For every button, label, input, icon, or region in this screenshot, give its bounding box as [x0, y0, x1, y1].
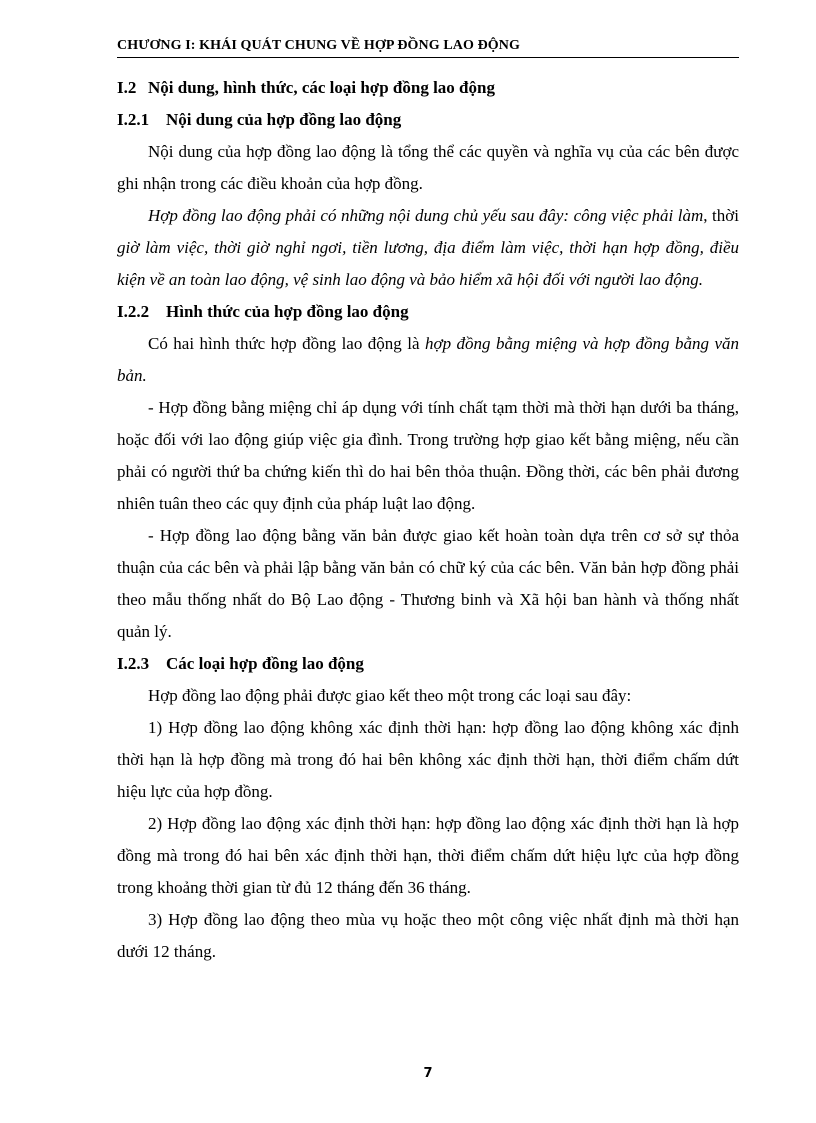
section-heading-i22: [117, 296, 739, 328]
section-heading-i21: [117, 104, 739, 136]
paragraph: Nội dung của hợp đồng lao động là tổng thể các quyền và nghĩa vụ của các bên được ghi nhận trong các điều khoản của hợp đồng.: [117, 142, 739, 193]
paragraph: - Hợp đồng bằng miệng chỉ áp dụng với tính chất tạm thời mà thời hạn dưới ba tháng, hoặc đối với lao động giúp việc gia đình. Trong trường hợp giao kết bằng miệng, nếu cần phải có người thứ ba chứng kiến thì do hai bên thỏa thuận. Đồng thời, các bên phải đương nhiên tuân theo các quy định của pháp luật lao động.: [117, 398, 739, 513]
section-heading-i23: [117, 648, 739, 680]
section-number: I.2.1: [117, 110, 150, 129]
paragraph: - Hợp đồng lao động bằng văn bản được giao kết hoàn toàn dựa trên cơ sở sự thỏa thuận của các bên và phải lập bằng văn bản có chữ ký của các bên. Văn bản hợp đồng phải theo mẫu thống nhất do Bộ Lao động - Thương binh và Xã hội ban hành và thống nhất quản lý.: [117, 526, 739, 641]
section-number: I.2: [117, 78, 137, 97]
paragraph: Hợp đồng lao động phải được giao kết theo một trong các loại sau đây:: [148, 686, 632, 705]
list-item: 1) Hợp đồng lao động không xác định thời hạn: hợp đồng lao động không xác định thời hạn là hợp đồng mà trong đó hai bên không xác định thời hạn, thời điểm chấm dứt hiệu lực của hợp đồng.: [117, 718, 739, 801]
plain-text: Có hai hình thức hợp đồng lao động là: [148, 334, 426, 353]
section-title: Các loại hợp đồng lao động: [166, 654, 364, 673]
section-title: Nội dung, hình thức, các loại hợp đồng lao động: [148, 78, 495, 97]
list-item: 2) Hợp đồng lao động xác định thời hạn: hợp đồng lao động xác định thời hạn là hợp đồng mà trong đó hai bên xác định thời hạn, thời điểm chấm dứt hiệu lực của hợp đồng trong khoảng thời gian từ đủ 12 tháng đến 36 tháng.: [117, 814, 739, 897]
paragraph: [117, 328, 739, 392]
italic-text: hợp đồng bằng miệng và hợp đồng bằng văn bản.: [117, 334, 739, 385]
page-content: [117, 72, 739, 968]
italic-text: giờ làm việc, thời giờ nghỉ ngơi, tiền lương, địa điểm làm việc, thời hạn hợp đồng, điều kiện về an toàn lao động, vệ sinh lao động và bảo hiểm xã hội đối với người lao động.: [117, 238, 739, 289]
page-number: 7: [423, 1066, 433, 1081]
section-title: Nội dung của hợp đồng lao động: [166, 110, 402, 129]
section-number: I.2.3: [117, 654, 150, 673]
section-title: Hình thức của hợp đồng lao động: [166, 302, 409, 321]
plain-text: , thời: [703, 206, 739, 225]
running-header: CHƯƠNG I: KHÁI QUÁT CHUNG VỀ HỢP ĐỒNG LAO ĐỘNG: [117, 38, 739, 58]
list-item: 3) Hợp đồng lao động theo mùa vụ hoặc theo một công việc nhất định mà thời hạn dưới 12 tháng.: [117, 910, 739, 961]
section-number: I.2.2: [117, 302, 150, 321]
section-heading-i2: [117, 72, 739, 104]
italic-text: Hợp đồng lao động phải có những nội dung chủ yếu sau đây: công việc phải làm: [148, 206, 704, 225]
paragraph: [117, 200, 739, 296]
